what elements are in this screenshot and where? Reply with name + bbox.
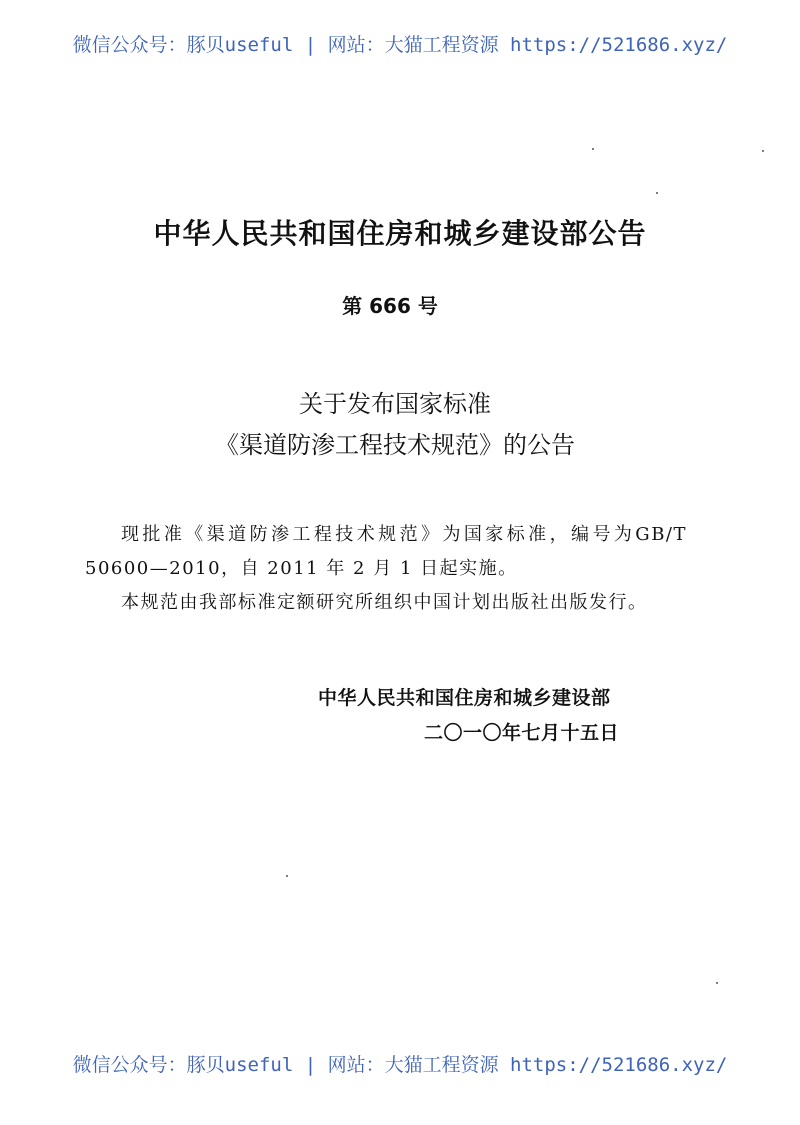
scan-speck: [716, 982, 718, 984]
scan-speck: [592, 148, 594, 150]
notice-number: 第 666 号: [342, 294, 438, 318]
scan-speck: [286, 875, 288, 877]
notice-title: 中华人民共和国住房和城乡建设部公告: [153, 217, 647, 250]
signature-date: 二〇一〇年七月十五日: [424, 722, 620, 744]
scan-speck: [656, 192, 658, 194]
notice-subtitle-line2: 《渠道防渗工程技术规范》的公告: [215, 431, 575, 459]
scan-speck: [762, 150, 764, 152]
notice-subtitle-line1: 关于发布国家标准: [299, 390, 491, 418]
watermark-top: 微信公众号：豚贝useful | 网站：大猫工程资源 https://521686.xyz/: [72, 34, 728, 56]
notice-paragraph-publication: 本规范由我部标准定额研究所组织中国计划出版社出版发行。: [121, 592, 648, 613]
watermark-bottom: 微信公众号：豚贝useful | 网站：大猫工程资源 https://521686.xyz/: [72, 1054, 728, 1076]
notice-paragraph-approval: 现批准《渠道防渗工程技术规范》为国家标准，编号为GB/T 50600—2010，自 2011 年 2 月 1 日起实施。: [85, 524, 687, 579]
signature-organization: 中华人民共和国住房和城乡建设部: [318, 687, 611, 709]
